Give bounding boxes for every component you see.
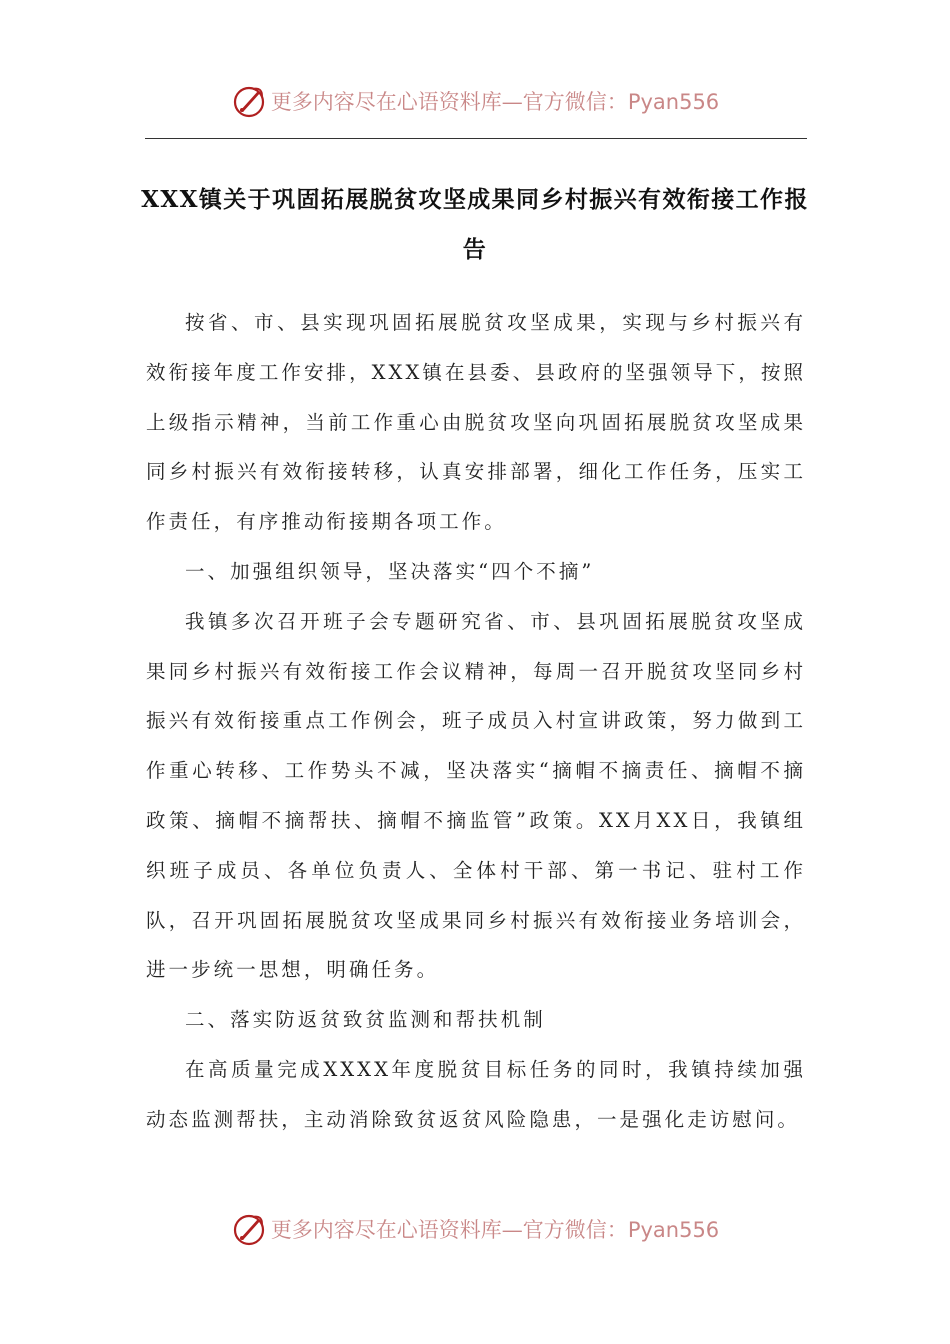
watermark-text: 更多内容尽在心语资料库—官方微信：Pyan556 (270, 1218, 720, 1242)
watermark-account: Pyan556 (627, 90, 720, 114)
document-title: XXX镇关于巩固拓展脱贫攻坚成果同乡村振兴有效衔接工作报告 (141, 186, 809, 263)
watermark-banner-top (0, 83, 950, 119)
quill-logo-icon (231, 83, 267, 119)
watermark-account: Pyan556 (627, 1218, 720, 1242)
paragraph-section-1: 我镇多次召开班子会专题研究省、市、县巩固拓展脱贫攻坚成果同乡村振兴有效衔接工作会议精神，每周一召开脱贫攻坚同乡村振兴有效衔接重点工作例会，班子成员入村宣讲政策，努力做到工作重心转移、工作势头不减，坚决落实“摘帽不摘责任、摘帽不摘政策、摘帽不摘帮扶、摘帽不摘监管”政策。XX月XX日，我镇组织班子成员、各单位负责人、全体村干部、第一书记、驻村工作队，召开巩固拓展脱贫攻坚成果同乡村振兴有效衔接业务培训会，进一步统一思想，明确任务。 (146, 609, 806, 982)
header-rule (145, 138, 807, 139)
watermark-banner-bottom (0, 1211, 950, 1247)
document-body (146, 298, 806, 1145)
section-heading-1: 一、加强组织领导，坚决落实“四个不摘” (185, 559, 595, 583)
watermark-text: 更多内容尽在心语资料库—官方微信：Pyan556 (270, 90, 720, 114)
paragraph-intro: 按省、市、县实现巩固拓展脱贫攻坚成果，实现与乡村振兴有效衔接年度工作安排，XXX镇在县委、县政府的坚强领导下，按照上级指示精神，当前工作重心由脱贫攻坚向巩固拓展脱贫攻坚成果同乡村振兴有效衔接转移，认真安排部署，细化工作任务，压实工作责任，有序推动衔接期各项工作。 (146, 311, 806, 534)
paragraph-section-2: 在高质量完成XXXX年度脱贫目标任务的同时，我镇持续加强动态监测帮扶，主动消除致贫返贫风险隐患，一是强化走访慰问。 (146, 1057, 806, 1131)
quill-logo-icon (231, 1211, 267, 1247)
section-heading-2: 二、落实防返贫致贫监测和帮扶机制 (185, 1008, 546, 1032)
